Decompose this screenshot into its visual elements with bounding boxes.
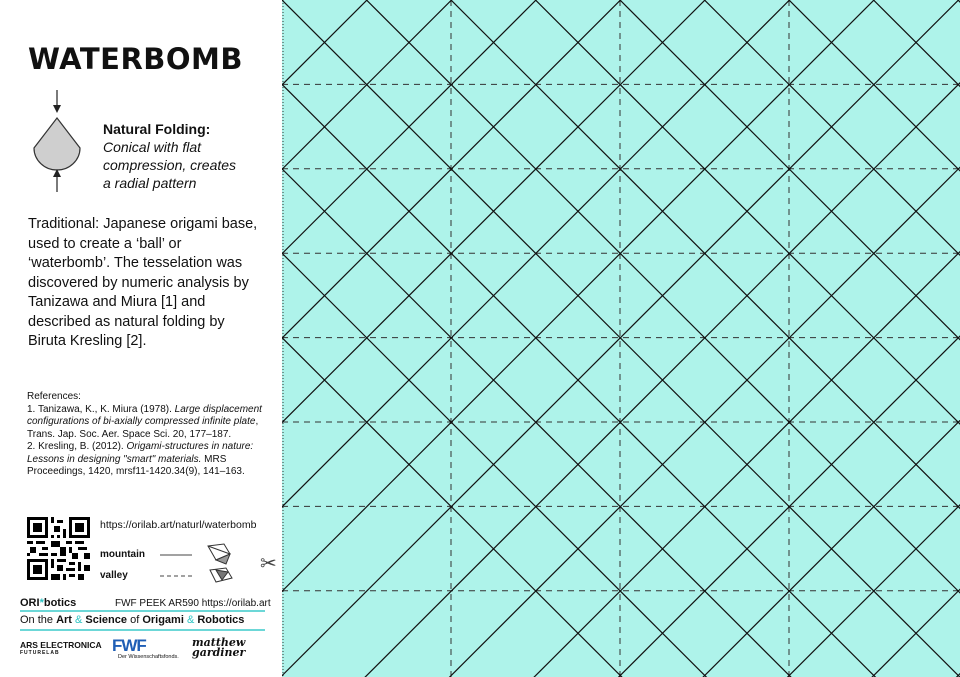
- reference-1: 1. Tanizawa, K., K. Miura (1978). Large displacement configurations of bi-axially compressed infinite plate, Trans. Jap. Soc. Aer. Space Sci. 20, 177–187.: [27, 403, 262, 440]
- crease-pattern: [282, 0, 960, 677]
- url-link[interactable]: https://orilab.art/naturl/waterbomb: [100, 519, 257, 531]
- matthew-gardiner-logo: matthew gardiner: [192, 636, 246, 659]
- description: Traditional: Japanese origami base, used to create a ‘ball’ or ‘waterbomb’. The tesselation was discovered by numeric analysis by Tanizawa and Miura [1] and described as natural folding by Biruta Kresling [2].: [28, 216, 258, 349]
- fwf-logo: FWF: [112, 636, 146, 655]
- ars-electronica-logo: ARS ELECTRONICA FUTURELAB: [20, 640, 102, 656]
- mountain-fold-icon: [208, 544, 230, 564]
- divider: [20, 610, 265, 612]
- info-panel: [0, 0, 282, 677]
- legend-mountain-label: mountain: [100, 549, 145, 560]
- scissors-icon: ✂: [260, 553, 277, 575]
- divider: [20, 629, 265, 631]
- references: [27, 391, 267, 479]
- natural-folding-line: Conical with flat: [103, 139, 202, 155]
- qr-code-icon[interactable]: [27, 517, 90, 580]
- oribotics-brand: ORI*botics: [20, 597, 77, 609]
- page-title: WATERBOMB: [28, 42, 244, 76]
- legend-valley-label: valley: [100, 570, 128, 581]
- project-line: FWF PEEK AR590 https://orilab.art: [115, 598, 271, 609]
- natural-folding-line: a radial pattern: [103, 175, 197, 191]
- natural-folding-note: [103, 120, 273, 192]
- natural-folding-line: compression, creates: [103, 157, 237, 173]
- reference-2: 2. Kresling, B. (2012). Origami-structures in nature: Lessons in designing "smart" materials. MRS Proceedings, 1420, mrsf11-1420.34(9), 141–163.: [27, 441, 254, 477]
- valley-fold-icon: [210, 568, 232, 582]
- references-label: References:: [27, 391, 81, 402]
- tagline: On the Art & Science of Origami & Robotics: [20, 614, 245, 626]
- natural-folding-heading: Natural Folding:: [103, 121, 211, 137]
- cone-diagram: [26, 88, 96, 198]
- fwf-subtitle: Der Wissenschaftsfonds.: [118, 654, 179, 660]
- fold-legend: [158, 540, 248, 585]
